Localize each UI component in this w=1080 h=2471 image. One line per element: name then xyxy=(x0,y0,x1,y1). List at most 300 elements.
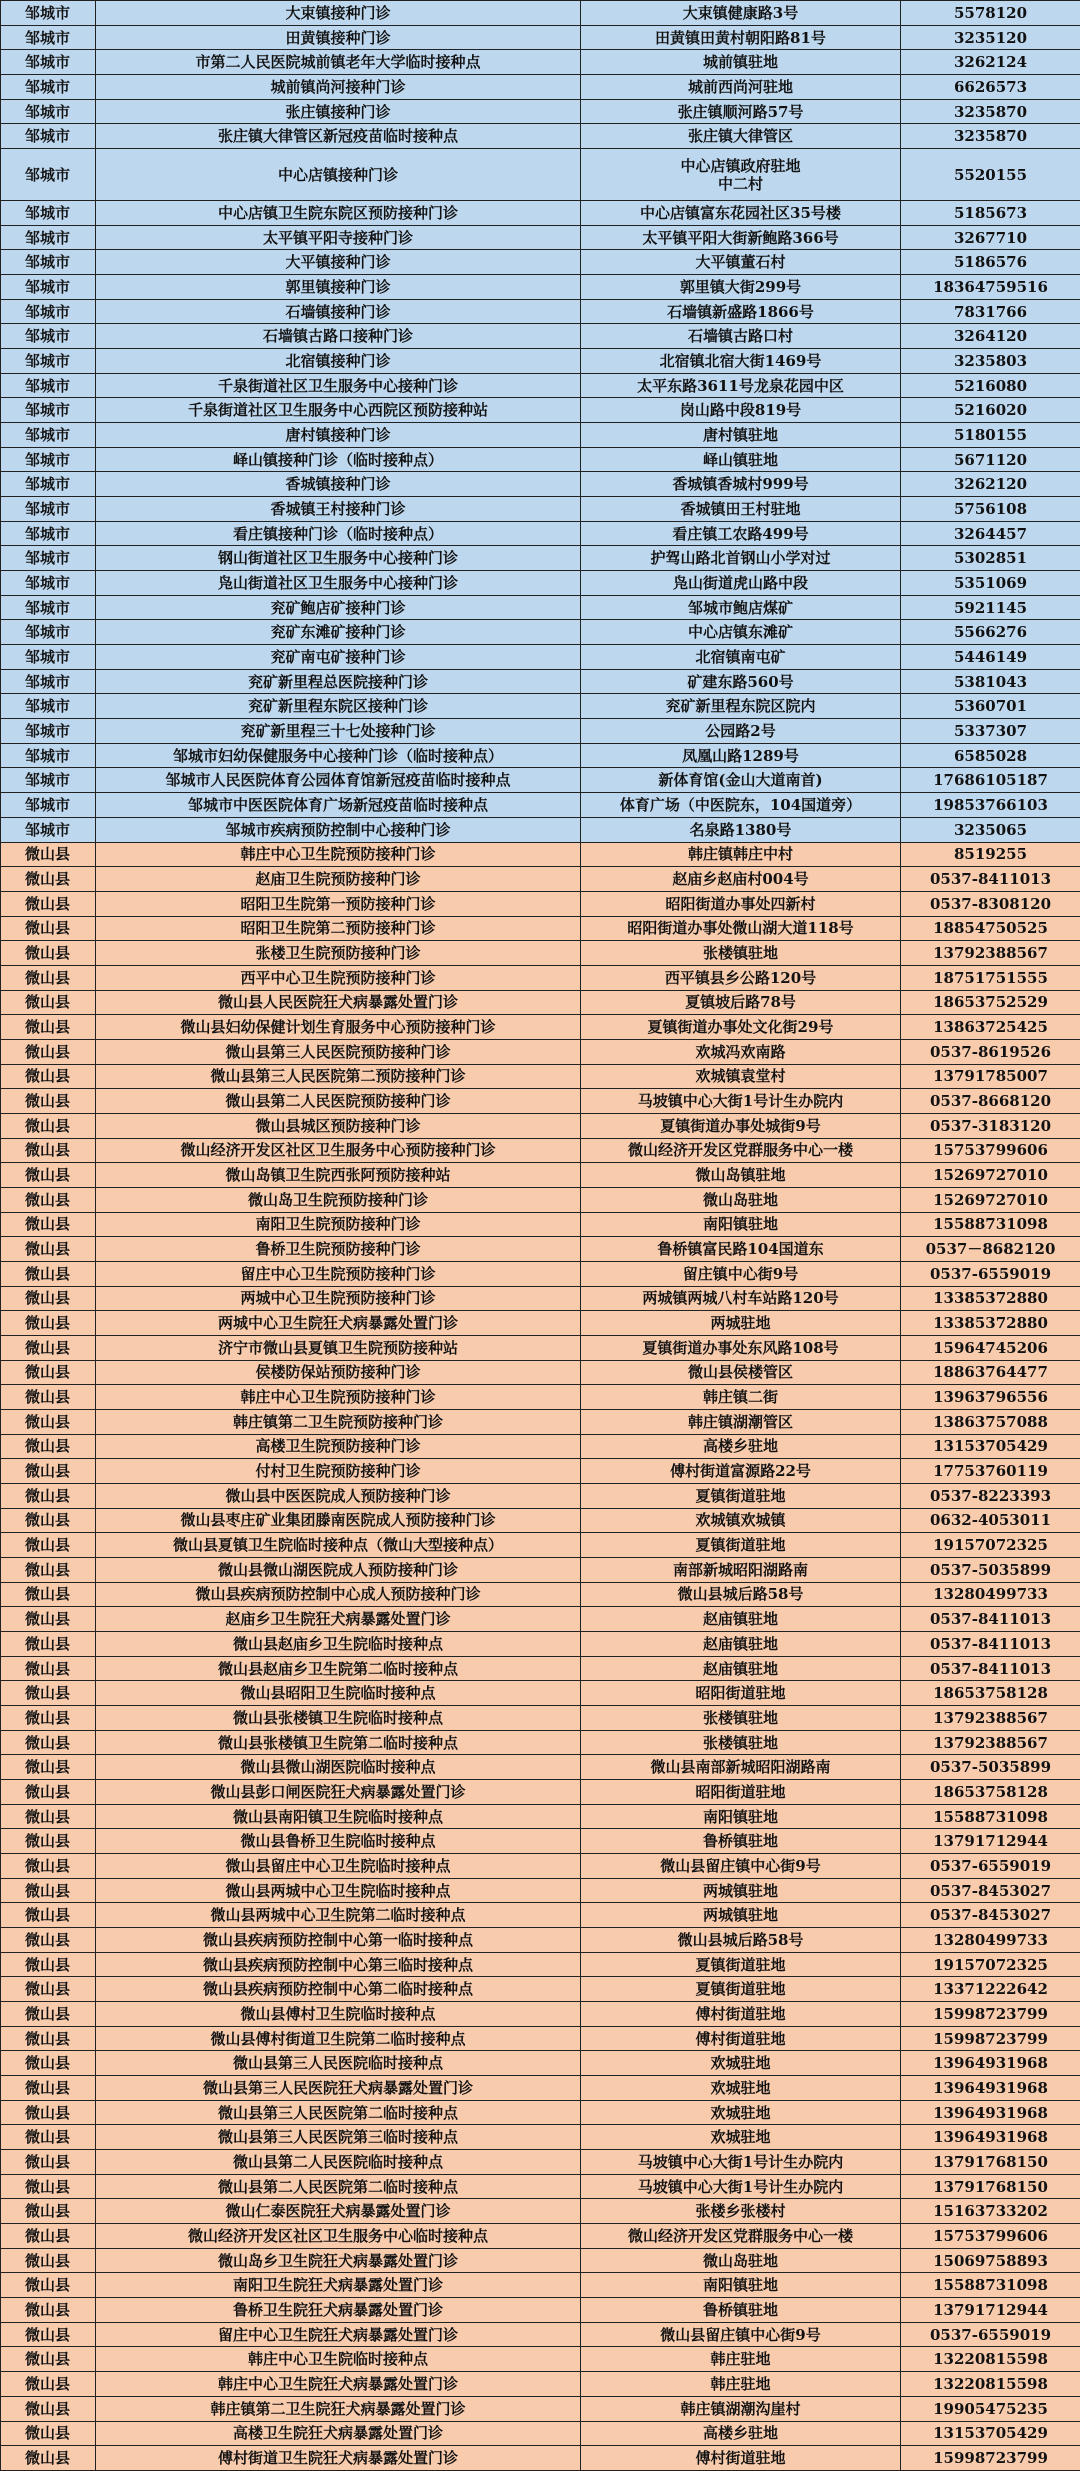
address-cell: 昭阳街道驻地 xyxy=(581,1780,901,1805)
site-name-cell: 微山县微山湖医院成人预防接种门诊 xyxy=(96,1557,581,1582)
phone-cell: 0537-8411013 xyxy=(901,1632,1080,1657)
site-name-cell: 微山县傅村卫生院临时接种点 xyxy=(96,2002,581,2027)
city-cell: 微山县 xyxy=(1,1755,96,1780)
site-name-cell: 兖矿新里程总医院接种门诊 xyxy=(96,669,581,694)
address-cell: 留庄镇中心街9号 xyxy=(581,1261,901,1286)
city-cell: 微山县 xyxy=(1,1163,96,1188)
phone-cell: 0537-6559019 xyxy=(901,2322,1080,2347)
table-row xyxy=(1,1113,1080,1138)
city-cell: 微山县 xyxy=(1,1508,96,1533)
address-cell: 欢城驻地 xyxy=(581,2051,901,2076)
site-name-cell: 中心店镇卫生院东院区预防接种门诊 xyxy=(96,201,581,226)
site-name-cell: 太平镇平阳寺接种门诊 xyxy=(96,225,581,250)
address-cell: 韩庄镇二街 xyxy=(581,1385,901,1410)
table-row xyxy=(1,595,1080,620)
table-row xyxy=(1,1286,1080,1311)
address-cell: 夏镇街道驻地 xyxy=(581,1952,901,1977)
city-cell: 微山县 xyxy=(1,1829,96,1854)
phone-cell: 8519255 xyxy=(901,842,1080,867)
table-row xyxy=(1,1706,1080,1731)
phone-cell: 0537-8668120 xyxy=(901,1089,1080,1114)
city-cell: 微山县 xyxy=(1,1409,96,1434)
site-name-cell: 邹城市妇幼保健服务中心接种门诊（临时接种点） xyxy=(96,743,581,768)
address-cell: 马坡镇中心大街1号计生办院内 xyxy=(581,2174,901,2199)
table-row xyxy=(1,1730,1080,1755)
city-cell: 邹城市 xyxy=(1,620,96,645)
site-name-cell: 微山县城区预防接种门诊 xyxy=(96,1113,581,1138)
phone-cell: 15588731098 xyxy=(901,1212,1080,1237)
address-cell: 欢城镇袁堂村 xyxy=(581,1064,901,1089)
site-name-cell: 微山县第二人民医院临时接种点 xyxy=(96,2150,581,2175)
site-name-cell: 微山县疾病预防控制中心第二临时接种点 xyxy=(96,1977,581,2002)
site-name-cell: 微山县第二人民医院第二临时接种点 xyxy=(96,2174,581,2199)
site-name-cell: 韩庄中心卫生院临时接种点 xyxy=(96,2347,581,2372)
phone-cell: 13791712944 xyxy=(901,1829,1080,1854)
city-cell: 微山县 xyxy=(1,891,96,916)
table-row xyxy=(1,99,1080,124)
address-cell: 太平镇平阳大街新鲍路366号 xyxy=(581,225,901,250)
city-cell: 微山县 xyxy=(1,1681,96,1706)
city-cell: 微山县 xyxy=(1,2446,96,2471)
address-cell: 微山经济开发区党群服务中心一楼 xyxy=(581,2224,901,2249)
table-row xyxy=(1,1237,1080,1262)
site-name-cell: 微山县赵庙乡卫生院第二临时接种点 xyxy=(96,1656,581,1681)
site-name-cell: 中心店镇接种门诊 xyxy=(96,149,581,201)
table-row xyxy=(1,2347,1080,2372)
city-cell: 微山县 xyxy=(1,1656,96,1681)
address-cell: 大束镇健康路3号 xyxy=(581,1,901,26)
address-cell: 两城镇驻地 xyxy=(581,1878,901,1903)
phone-cell: 18653758128 xyxy=(901,1681,1080,1706)
address-cell: 邹城市鲍店煤矿 xyxy=(581,595,901,620)
site-name-cell: 微山县昭阳卫生院临时接种点 xyxy=(96,1681,581,1706)
city-cell: 微山县 xyxy=(1,916,96,941)
city-cell: 微山县 xyxy=(1,2026,96,2051)
city-cell: 微山县 xyxy=(1,1335,96,1360)
address-cell: 欢城驻地 xyxy=(581,2100,901,2125)
phone-cell: 13220815598 xyxy=(901,2347,1080,2372)
phone-cell: 13385372880 xyxy=(901,1286,1080,1311)
city-cell: 邹城市 xyxy=(1,768,96,793)
table-row xyxy=(1,2100,1080,2125)
site-name-cell: 微山县妇幼保健计划生育服务中心预防接种门诊 xyxy=(96,1015,581,1040)
table-row xyxy=(1,1089,1080,1114)
address-cell: 马坡镇中心大街1号计生办院内 xyxy=(581,1089,901,1114)
city-cell: 微山县 xyxy=(1,2199,96,2224)
city-cell: 邹城市 xyxy=(1,743,96,768)
city-cell: 微山县 xyxy=(1,2396,96,2421)
address-cell: 张庄镇顺河路57号 xyxy=(581,99,901,124)
site-name-cell: 微山县疾病预防控制中心第三临时接种点 xyxy=(96,1952,581,1977)
table-row xyxy=(1,2224,1080,2249)
city-cell: 微山县 xyxy=(1,1928,96,1953)
table-row xyxy=(1,50,1080,75)
city-cell: 微山县 xyxy=(1,1804,96,1829)
phone-cell: 13371222642 xyxy=(901,1977,1080,2002)
table-row xyxy=(1,1064,1080,1089)
phone-cell: 3264120 xyxy=(901,324,1080,349)
city-cell: 微山县 xyxy=(1,2224,96,2249)
table-row xyxy=(1,1335,1080,1360)
city-cell: 邹城市 xyxy=(1,75,96,100)
phone-cell: 15998723799 xyxy=(901,2026,1080,2051)
city-cell: 微山县 xyxy=(1,2076,96,2101)
city-cell: 微山县 xyxy=(1,1089,96,1114)
address-cell: 夏镇街道办事处文化街29号 xyxy=(581,1015,901,1040)
city-cell: 邹城市 xyxy=(1,447,96,472)
site-name-cell: 郭里镇接种门诊 xyxy=(96,275,581,300)
table-row xyxy=(1,275,1080,300)
phone-cell: 5186576 xyxy=(901,250,1080,275)
table-row xyxy=(1,472,1080,497)
phone-cell: 15163733202 xyxy=(901,2199,1080,2224)
address-cell: 高楼乡驻地 xyxy=(581,1434,901,1459)
address-cell: 张楼镇驻地 xyxy=(581,1730,901,1755)
site-name-cell: 峄山镇接种门诊（临时接种点） xyxy=(96,447,581,472)
address-cell: 微山县留庄镇中心街9号 xyxy=(581,2322,901,2347)
address-cell: 南阳镇驻地 xyxy=(581,1804,901,1829)
city-cell: 微山县 xyxy=(1,1483,96,1508)
city-cell: 邹城市 xyxy=(1,472,96,497)
table-row xyxy=(1,497,1080,522)
city-cell: 微山县 xyxy=(1,1557,96,1582)
city-cell: 微山县 xyxy=(1,2298,96,2323)
address-cell: 中心店镇富东花园社区35号楼 xyxy=(581,201,901,226)
site-name-cell: 看庄镇接种门诊（临时接种点） xyxy=(96,521,581,546)
site-name-cell: 赵庙卫生院预防接种门诊 xyxy=(96,867,581,892)
table-row xyxy=(1,1385,1080,1410)
site-name-cell: 两城中心卫生院狂犬病暴露处置门诊 xyxy=(96,1311,581,1336)
site-name-cell: 微山县疾病预防控制中心成人预防接种门诊 xyxy=(96,1582,581,1607)
site-name-cell: 微山县第三人民医院第三临时接种点 xyxy=(96,2125,581,2150)
table-row xyxy=(1,1804,1080,1829)
site-name-cell: 千泉街道社区卫生服务中心接种门诊 xyxy=(96,373,581,398)
table-row xyxy=(1,2076,1080,2101)
city-cell: 邹城市 xyxy=(1,324,96,349)
city-cell: 微山县 xyxy=(1,1607,96,1632)
phone-cell: 13792388567 xyxy=(901,1730,1080,1755)
address-cell: 微山县南部新城昭阳湖路南 xyxy=(581,1755,901,1780)
address-cell: 名泉路1380号 xyxy=(581,817,901,842)
phone-cell: 0537-3183120 xyxy=(901,1113,1080,1138)
table-row xyxy=(1,349,1080,374)
site-name-cell: 微山县鲁桥卫生院临时接种点 xyxy=(96,1829,581,1854)
city-cell: 邹城市 xyxy=(1,595,96,620)
phone-cell: 15753799606 xyxy=(901,1138,1080,1163)
site-name-cell: 微山岛卫生院预防接种门诊 xyxy=(96,1187,581,1212)
table-row xyxy=(1,1780,1080,1805)
address-cell: 大平镇董石村 xyxy=(581,250,901,275)
address-cell: 鲁桥镇富民路104国道东 xyxy=(581,1237,901,1262)
phone-cell: 5578120 xyxy=(901,1,1080,26)
phone-cell: 18854750525 xyxy=(901,916,1080,941)
site-name-cell: 微山县两城中心卫生院第二临时接种点 xyxy=(96,1903,581,1928)
address-cell: 公园路2号 xyxy=(581,719,901,744)
site-name-cell: 留庄中心卫生院狂犬病暴露处置门诊 xyxy=(96,2322,581,2347)
city-cell: 邹城市 xyxy=(1,225,96,250)
phone-cell: 13153705429 xyxy=(901,2421,1080,2446)
city-cell: 邹城市 xyxy=(1,793,96,818)
address-cell: 欢城驻地 xyxy=(581,2125,901,2150)
site-name-cell: 微山县赵庙乡卫生院临时接种点 xyxy=(96,1632,581,1657)
address-cell: 田黄镇田黄村朝阳路81号 xyxy=(581,25,901,50)
table-row xyxy=(1,2396,1080,2421)
address-cell: 石墙镇新盛路1866号 xyxy=(581,299,901,324)
phone-cell: 5360701 xyxy=(901,694,1080,719)
site-name-cell: 市第二人民医院城前镇老年大学临时接种点 xyxy=(96,50,581,75)
site-name-cell: 微山县第三人民医院第二临时接种点 xyxy=(96,2100,581,2125)
table-row xyxy=(1,1508,1080,1533)
table-row xyxy=(1,447,1080,472)
site-name-cell: 唐村镇接种门诊 xyxy=(96,423,581,448)
table-row xyxy=(1,694,1080,719)
phone-cell: 6626573 xyxy=(901,75,1080,100)
phone-cell: 15588731098 xyxy=(901,1804,1080,1829)
phone-cell: 0537-5035899 xyxy=(901,1755,1080,1780)
city-cell: 微山县 xyxy=(1,2150,96,2175)
phone-cell: 13964931968 xyxy=(901,2051,1080,2076)
site-name-cell: 微山县第三人民医院预防接种门诊 xyxy=(96,1039,581,1064)
address-cell: 高楼乡驻地 xyxy=(581,2421,901,2446)
address-cell: 北宿镇南屯矿 xyxy=(581,645,901,670)
phone-cell: 15753799606 xyxy=(901,2224,1080,2249)
phone-cell: 5520155 xyxy=(901,149,1080,201)
city-cell: 微山县 xyxy=(1,1064,96,1089)
phone-cell: 18653752529 xyxy=(901,990,1080,1015)
city-cell: 邹城市 xyxy=(1,719,96,744)
city-cell: 微山县 xyxy=(1,1237,96,1262)
site-name-cell: 微山县南阳镇卫生院临时接种点 xyxy=(96,1804,581,1829)
phone-cell: 18751751555 xyxy=(901,965,1080,990)
address-cell: 赵庙镇驻地 xyxy=(581,1607,901,1632)
city-cell: 微山县 xyxy=(1,1459,96,1484)
phone-cell: 15964745206 xyxy=(901,1335,1080,1360)
city-cell: 微山县 xyxy=(1,842,96,867)
phone-cell: 5302851 xyxy=(901,546,1080,571)
address-cell: 夏镇街道办事处东风路108号 xyxy=(581,1335,901,1360)
phone-cell: 15998723799 xyxy=(901,2446,1080,2471)
phone-cell: 0537－8682120 xyxy=(901,1237,1080,1262)
phone-cell: 3235120 xyxy=(901,25,1080,50)
city-cell: 微山县 xyxy=(1,1706,96,1731)
phone-cell: 18364759516 xyxy=(901,275,1080,300)
phone-cell: 0632-4053011 xyxy=(901,1508,1080,1533)
phone-cell: 3262120 xyxy=(901,472,1080,497)
table-row xyxy=(1,373,1080,398)
table-row xyxy=(1,1755,1080,1780)
address-cell: 两城镇驻地 xyxy=(581,1903,901,1928)
site-name-cell: 昭阳卫生院第二预防接种门诊 xyxy=(96,916,581,941)
phone-cell: 5351069 xyxy=(901,571,1080,596)
phone-cell: 13280499733 xyxy=(901,1582,1080,1607)
table-row xyxy=(1,1903,1080,1928)
city-cell: 微山县 xyxy=(1,2322,96,2347)
table-row xyxy=(1,1878,1080,1903)
city-cell: 微山县 xyxy=(1,1385,96,1410)
phone-cell: 3262124 xyxy=(901,50,1080,75)
table-row xyxy=(1,2446,1080,2471)
city-cell: 微山县 xyxy=(1,1113,96,1138)
city-cell: 微山县 xyxy=(1,2051,96,2076)
table-row xyxy=(1,1,1080,26)
table-row xyxy=(1,620,1080,645)
site-name-cell: 微山县中医医院成人预防接种门诊 xyxy=(96,1483,581,1508)
phone-cell: 3264457 xyxy=(901,521,1080,546)
address-cell: 韩庄驻地 xyxy=(581,2372,901,2397)
city-cell: 邹城市 xyxy=(1,645,96,670)
table-row xyxy=(1,1607,1080,1632)
site-name-cell: 两城中心卫生院预防接种门诊 xyxy=(96,1286,581,1311)
address-cell: 夏镇街道办事处城街9号 xyxy=(581,1113,901,1138)
phone-cell: 3235065 xyxy=(901,817,1080,842)
city-cell: 微山县 xyxy=(1,1730,96,1755)
address-cell: 韩庄驻地 xyxy=(581,2347,901,2372)
address-cell: 两城镇两城八村车站路120号 xyxy=(581,1286,901,1311)
site-name-cell: 微山县第三人民医院第二预防接种门诊 xyxy=(96,1064,581,1089)
site-name-cell: 微山岛乡卫生院狂犬病暴露处置门诊 xyxy=(96,2248,581,2273)
table-row xyxy=(1,817,1080,842)
address-cell: 西平镇县乡公路120号 xyxy=(581,965,901,990)
table-row xyxy=(1,1138,1080,1163)
table-row xyxy=(1,1483,1080,1508)
phone-cell: 13863725425 xyxy=(901,1015,1080,1040)
site-name-cell: 南阳卫生院狂犬病暴露处置门诊 xyxy=(96,2273,581,2298)
site-name-cell: 大平镇接种门诊 xyxy=(96,250,581,275)
phone-cell: 0537-8411013 xyxy=(901,1607,1080,1632)
table-row xyxy=(1,1632,1080,1657)
phone-cell: 13964931968 xyxy=(901,2100,1080,2125)
table-row xyxy=(1,1409,1080,1434)
address-cell: 郭里镇大街299号 xyxy=(581,275,901,300)
city-cell: 微山县 xyxy=(1,1187,96,1212)
site-name-cell: 邹城市疾病预防控制中心接种门诊 xyxy=(96,817,581,842)
site-name-cell: 微山县第三人民医院临时接种点 xyxy=(96,2051,581,2076)
city-cell: 邹城市 xyxy=(1,1,96,26)
site-name-cell: 邹城市人民医院体育公园体育馆新冠疫苗临时接种点 xyxy=(96,768,581,793)
table-row xyxy=(1,645,1080,670)
site-name-cell: 张庄镇大律管区新冠疫苗临时接种点 xyxy=(96,124,581,149)
phone-cell: 15069758893 xyxy=(901,2248,1080,2273)
phone-cell: 15588731098 xyxy=(901,2273,1080,2298)
table-row xyxy=(1,398,1080,423)
city-cell: 邹城市 xyxy=(1,25,96,50)
address-cell: 赵庙镇驻地 xyxy=(581,1632,901,1657)
table-row xyxy=(1,1582,1080,1607)
city-cell: 微山县 xyxy=(1,1952,96,1977)
city-cell: 微山县 xyxy=(1,1039,96,1064)
phone-cell: 0537-5035899 xyxy=(901,1557,1080,1582)
table-row xyxy=(1,2002,1080,2027)
site-name-cell: 微山县留庄中心卫生院临时接种点 xyxy=(96,1854,581,1879)
table-row xyxy=(1,521,1080,546)
site-name-cell: 大束镇接种门诊 xyxy=(96,1,581,26)
phone-cell: 13964931968 xyxy=(901,2076,1080,2101)
city-cell: 微山县 xyxy=(1,1977,96,2002)
address-cell: 傅村街道驻地 xyxy=(581,2026,901,2051)
table-row xyxy=(1,1212,1080,1237)
table-row xyxy=(1,2273,1080,2298)
phone-cell: 13385372880 xyxy=(901,1311,1080,1336)
phone-cell: 0537-6559019 xyxy=(901,1261,1080,1286)
site-name-cell: 微山县疾病预防控制中心第一临时接种点 xyxy=(96,1928,581,1953)
site-name-cell: 兖矿南屯矿接种门诊 xyxy=(96,645,581,670)
table-row xyxy=(1,2051,1080,2076)
phone-cell: 18653758128 xyxy=(901,1780,1080,1805)
site-name-cell: 兖矿新里程东院区接种门诊 xyxy=(96,694,581,719)
site-name-cell: 傅村街道卫生院狂犬病暴露处置门诊 xyxy=(96,2446,581,2471)
site-name-cell: 南阳卫生院预防接种门诊 xyxy=(96,1212,581,1237)
table-row xyxy=(1,324,1080,349)
city-cell: 邹城市 xyxy=(1,669,96,694)
city-cell: 微山县 xyxy=(1,1582,96,1607)
phone-cell: 6585028 xyxy=(901,743,1080,768)
address-cell: 香城镇香城村999号 xyxy=(581,472,901,497)
table-row xyxy=(1,2174,1080,2199)
phone-cell: 7831766 xyxy=(901,299,1080,324)
site-name-cell: 昭阳卫生院第一预防接种门诊 xyxy=(96,891,581,916)
site-name-cell: 微山县张楼镇卫生院第二临时接种点 xyxy=(96,1730,581,1755)
table-row xyxy=(1,2199,1080,2224)
table-row xyxy=(1,2248,1080,2273)
address-cell: 微山岛驻地 xyxy=(581,2248,901,2273)
phone-cell: 13220815598 xyxy=(901,2372,1080,2397)
table-row xyxy=(1,990,1080,1015)
phone-cell: 0537-8453027 xyxy=(901,1878,1080,1903)
table-row xyxy=(1,201,1080,226)
address-cell: 中心店镇东滩矿 xyxy=(581,620,901,645)
city-cell: 邹城市 xyxy=(1,149,96,201)
site-name-cell: 田黄镇接种门诊 xyxy=(96,25,581,50)
site-name-cell: 微山经济开发区社区卫生服务中心临时接种点 xyxy=(96,2224,581,2249)
address-cell: 傅村街道驻地 xyxy=(581,2002,901,2027)
city-cell: 微山县 xyxy=(1,1903,96,1928)
table-row xyxy=(1,1163,1080,1188)
city-cell: 邹城市 xyxy=(1,497,96,522)
phone-cell: 5180155 xyxy=(901,423,1080,448)
site-name-cell: 兖矿鲍店矿接种门诊 xyxy=(96,595,581,620)
site-name-cell: 千泉街道社区卫生服务中心西院区预防接种站 xyxy=(96,398,581,423)
site-name-cell: 济宁市微山县夏镇卫生院预防接种站 xyxy=(96,1335,581,1360)
city-cell: 微山县 xyxy=(1,867,96,892)
address-cell: 城前西尚河驻地 xyxy=(581,75,901,100)
address-cell: 凤凰山路1289号 xyxy=(581,743,901,768)
phone-cell: 0537-6559019 xyxy=(901,1854,1080,1879)
phone-cell: 3267710 xyxy=(901,225,1080,250)
address-cell: 傅村街道驻地 xyxy=(581,2446,901,2471)
phone-cell: 19157072325 xyxy=(901,1952,1080,1977)
city-cell: 微山县 xyxy=(1,2100,96,2125)
table-row xyxy=(1,1977,1080,2002)
address-cell: 马坡镇中心大街1号计生办院内 xyxy=(581,2150,901,2175)
city-cell: 邹城市 xyxy=(1,275,96,300)
table-row xyxy=(1,1928,1080,1953)
phone-cell: 15998723799 xyxy=(901,2002,1080,2027)
address-cell: 傅村街道富源路22号 xyxy=(581,1459,901,1484)
phone-cell: 5921145 xyxy=(901,595,1080,620)
city-cell: 微山县 xyxy=(1,2174,96,2199)
address-cell: 韩庄镇湖潮沟崖村 xyxy=(581,2396,901,2421)
address-cell: 微山县留庄镇中心街9号 xyxy=(581,1854,901,1879)
site-name-cell: 北宿镇接种门诊 xyxy=(96,349,581,374)
city-cell: 邹城市 xyxy=(1,250,96,275)
city-cell: 邹城市 xyxy=(1,571,96,596)
site-name-cell: 韩庄镇第二卫生院狂犬病暴露处置门诊 xyxy=(96,2396,581,2421)
city-cell: 邹城市 xyxy=(1,398,96,423)
table-row xyxy=(1,669,1080,694)
site-name-cell: 兖矿东滩矿接种门诊 xyxy=(96,620,581,645)
phone-cell: 17686105187 xyxy=(901,768,1080,793)
city-cell: 微山县 xyxy=(1,2273,96,2298)
